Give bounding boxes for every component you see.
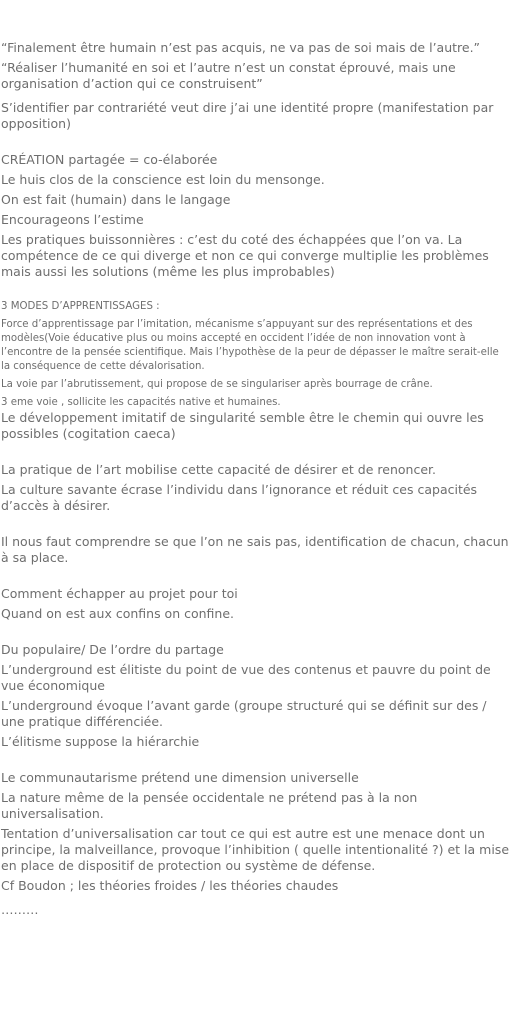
heading-modes: 3 MODES D’APPRENTISSAGES : [1,301,160,312]
paragraph-estime: Encourageons l’estime [1,212,144,227]
paragraph-quote-2: “Réaliser l’humanité en soi et l’autre n’est un constat éprouvé, mais une organisation d’action qui ce construisent” [1,60,456,91]
paragraph-imitation: Force d’apprentissage par l’imitation, mécanisme s’appuyant sur des représentations et des modèles(Voie éducative plus ou moins accepté en occident l’idée de non innovation vont à l’encontre de la pensée scientifique. Mais l’hypothèse de la peur de dépasser le maître serait-elle la conséquence de cette dévalorisation. [1,319,499,372]
paragraph-pratiques: Les pratiques buissonnières : c’est du coté des échappées que l’on va. La compétence de ce qui diverge et non ce qui converge multiplie les problèmes mais aussi les solutions (même les plus improbables) [1,232,489,279]
paragraph-ellipsis: ……… [1,902,39,917]
paragraph-huis-clos: Le huis clos de la conscience est loin du mensonge. [1,172,325,187]
paragraph-troisieme-voie: 3 eme voie , sollicite les capacités native et humaines. [1,397,281,408]
paragraph-underground-1: L’underground est élitiste du point de vue des contenus et pauvre du point de vue économique [1,662,491,693]
paragraph-communautarisme: Le communautarisme prétend une dimension universelle [1,770,359,785]
paragraph-art: La pratique de l’art mobilise cette capacité de désirer et de renoncer. [1,462,436,477]
paragraph-elitisme: L’élitisme suppose la hiérarchie [1,734,200,749]
paragraph-creation: CRÉATION partagée = co-élaborée [1,152,218,167]
paragraph-abrutissement: La voie par l’abrutissement, qui propose de se singulariser après bourrage de crâne. [1,379,433,390]
paragraph-identity: S’identifier par contrariété veut dire j’ai une identité propre (manifestation par opposition) [1,100,494,131]
paragraph-projet: Comment échapper au projet pour toi [1,586,238,601]
paragraph-quote-1: “Finalement être humain n’est pas acquis, ne va pas de soi mais de l’autre.” [1,40,481,55]
paragraph-populaire: Du populaire/ De l’ordre du partage [1,642,224,657]
paragraph-developpement: Le développement imitatif de singularité semble être le chemin qui ouvre les possibles (cogitation caeca) [1,410,484,441]
paragraph-underground-2: L’underground évoque l’avant garde (groupe structuré qui se définit sur des / une pratique différenciée. [1,698,487,729]
paragraph-tentation: Tentation d’universalisation car tout ce qui est autre est une menace dont un principe, la malveillance, provoque l’inhibition ( quelle intentionalité ?) et la mise en place de dispositif de protection ou système de défense. [1,826,510,873]
paragraph-culture: La culture savante écrase l’individu dans l’ignorance et réduit ces capacités d’accès à désirer. [1,482,478,513]
document-body [1,40,511,922]
paragraph-langage: On est fait (humain) dans le langage [1,192,231,207]
paragraph-comprendre: Il nous faut comprendre se que l’on ne sais pas, identification de chacun, chacun à sa place. [1,534,509,565]
paragraph-confins: Quand on est aux confins on confine. [1,606,234,621]
paragraph-boudon: Cf Boudon ; les théories froides / les théories chaudes [1,878,339,893]
paragraph-pensee-occidentale: La nature même de la pensée occidentale ne prétend pas à la non universalisation. [1,790,418,821]
